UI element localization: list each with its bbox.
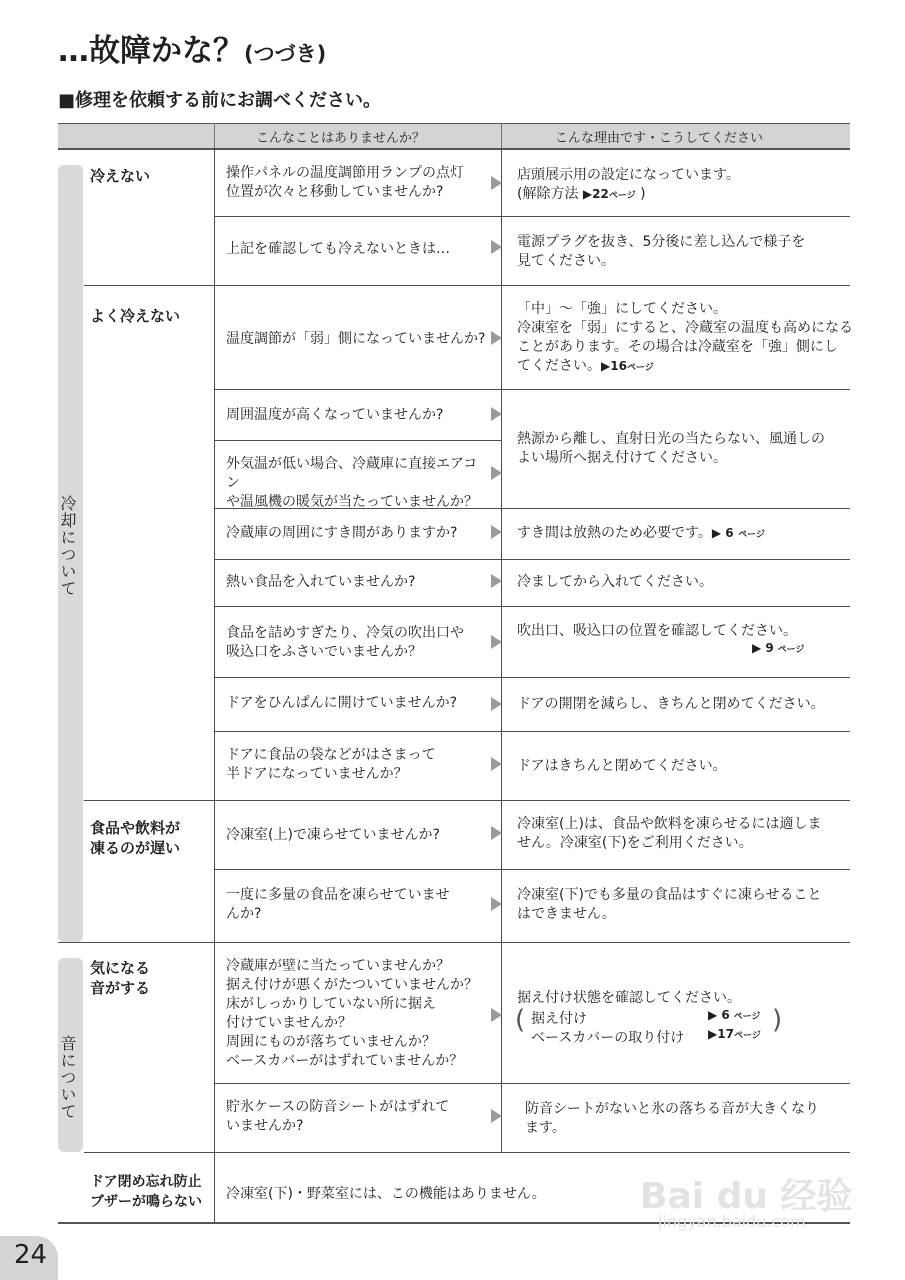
ref-base-cover: ベースカバーの取り付け (531, 1030, 685, 1046)
section-sound-label: 音について (58, 1035, 77, 1120)
answer-close-door: ドアはきちんと閉めてください。 (517, 758, 727, 774)
answer-check-vents: 吹出口、吸込口の位置を確認してください。 (517, 623, 797, 639)
arrow-icon (491, 635, 502, 649)
category-noise: 気になる 音がする (90, 959, 151, 997)
answer-check-installation: 据え付け状態を確認してください。 (517, 990, 741, 1006)
answer-unplug: 電源プラグを抜き、5分後に差し込んで様子を 見てください。 (517, 234, 806, 269)
arrow-icon (491, 757, 502, 771)
answer-use-lower-freezer: 冷凍室(上)は、食品や飲料を凍らせるには適しま せん。冷凍室(下)をご利用ください。 (517, 816, 822, 851)
bracket-close: ) (772, 1005, 783, 1035)
column-header-check: こんなことはありませんか？ (256, 131, 426, 146)
question-upper-freezer: 冷凍室(上)で凍らせていませんか? (226, 827, 440, 843)
arrow-icon (491, 1109, 502, 1123)
question-still-not-cold: 上記を確認しても冷えないときは… (226, 241, 450, 257)
answer-check-vents-ref: ▶ 9 ページ (752, 641, 805, 655)
question-ambient-temp: 周囲温度が高くなっていませんか? (226, 407, 444, 423)
question-hot-food: 熱い食品を入れていませんか? (226, 574, 416, 590)
question-temp-weak: 温度調節が「弱」側になっていませんか? (226, 331, 486, 347)
page-title-suffix: (つづき) (244, 42, 327, 66)
arrow-icon (491, 525, 502, 539)
answer-relocate: 熱源から離し、直射日光の当たらない、風通しの よい場所へ据え付けてください。 (517, 431, 825, 466)
answer-demo-mode: 店頭展示用の設定になっています。 (解除方法 ▶22ページ ) (517, 167, 740, 202)
question-door-ajar: ドアに食品の袋などがはさまって 半ドアになっていませんか？ (226, 747, 436, 782)
arrow-icon (491, 331, 502, 345)
arrow-icon (491, 466, 502, 480)
answer-reduce-open: ドアの開閉を減らし、きちんと閉めてください。 (517, 696, 825, 712)
question-gap: 冷蔵庫の周囲にすき間がありますか? (226, 525, 458, 541)
page-title: …故障かな？(つづき) (58, 33, 327, 69)
category-not-cold-enough: よく冷えない (90, 307, 181, 325)
category-slow-freeze: 食品や飲料が 凍るのが遅い (90, 819, 181, 857)
arrow-icon (491, 897, 502, 911)
question-installation: 冷蔵庫が壁に当たっていませんか？ 据え付けが悪くがたついていませんか？ 床がしっかりしていない所に据え 付けていませんか？ 周囲にものが落ちていませんか？ ベースカバーがはずれていませんか？ (226, 958, 478, 1069)
answer-gap-needed: すき間は放熱のため必要です。▶ 6 ページ (517, 525, 765, 541)
ref-installation: 据え付け (531, 1011, 587, 1027)
question-frequent-open: ドアをひんぱんに開けていませんか? (226, 695, 458, 711)
arrow-icon (491, 176, 502, 190)
answer-ice-noise: 防音シートがないと氷の落ちる音が大きくなり ます。 (525, 1101, 819, 1136)
answer-no-buzzer: 冷凍室(下)・野菜室には、この機能はありません。 (226, 1186, 546, 1202)
section-cooling-label: 冷却について (58, 495, 77, 597)
answer-bulk-freeze: 冷凍室(下)でも多量の食品はすぐに凍らせること はできません。 (517, 887, 822, 922)
answer-set-strong: 「中」〜「強」にしてください。 冷凍室を「弱」にすると、冷蔵室の温度も高めになる ことがあります。その場合は冷蔵室を「強」側にし てください。▶16ページ (517, 301, 853, 374)
page-subtitle: ■修理を依頼する前にお調べください。 (58, 90, 382, 111)
arrow-icon (491, 826, 502, 840)
question-bulk-freeze: 一度に多量の食品を凍らせていませ んか? (226, 887, 450, 922)
watermark-url: jingyan.baidu.com (658, 1212, 806, 1231)
ref-installation-page: ▶ 6 ページ (708, 1008, 761, 1022)
answer-cool-first: 冷ましてから入れてください。 (517, 574, 713, 590)
question-ice-sheet: 貯氷ケースの防音シートがはずれて いませんか? (226, 1099, 450, 1134)
watermark-logo: Bai du 经验 (640, 1176, 853, 1217)
arrow-icon (491, 1008, 502, 1022)
question-panel-lamp: 操作パネルの温度調節用ランプの点灯 位置が次々と移動していませんか? (226, 165, 464, 200)
question-heater-air: 外気温が低い場合、冷蔵庫に直接エアコン や温風機の暖気が当たっていませんか？ (226, 456, 478, 510)
column-header-reason: こんな理由です・こうしてください (555, 131, 764, 146)
question-overfilled: 食品を詰めすぎたり、冷気の吹出口や 吸込口をふさいでいませんか？ (226, 625, 464, 660)
arrow-icon (491, 407, 502, 421)
arrow-icon (491, 240, 502, 254)
arrow-icon (491, 574, 502, 588)
arrow-icon (491, 697, 502, 711)
category-door-buzzer: ドア閉め忘れ防止 ブザーが鳴らない (90, 1174, 202, 1210)
category-not-cold: 冷えない (90, 167, 151, 185)
ref-base-cover-page: ▶17ページ (708, 1027, 761, 1041)
page-number: 24 (14, 1240, 48, 1270)
bracket-open: ( (515, 1005, 526, 1035)
